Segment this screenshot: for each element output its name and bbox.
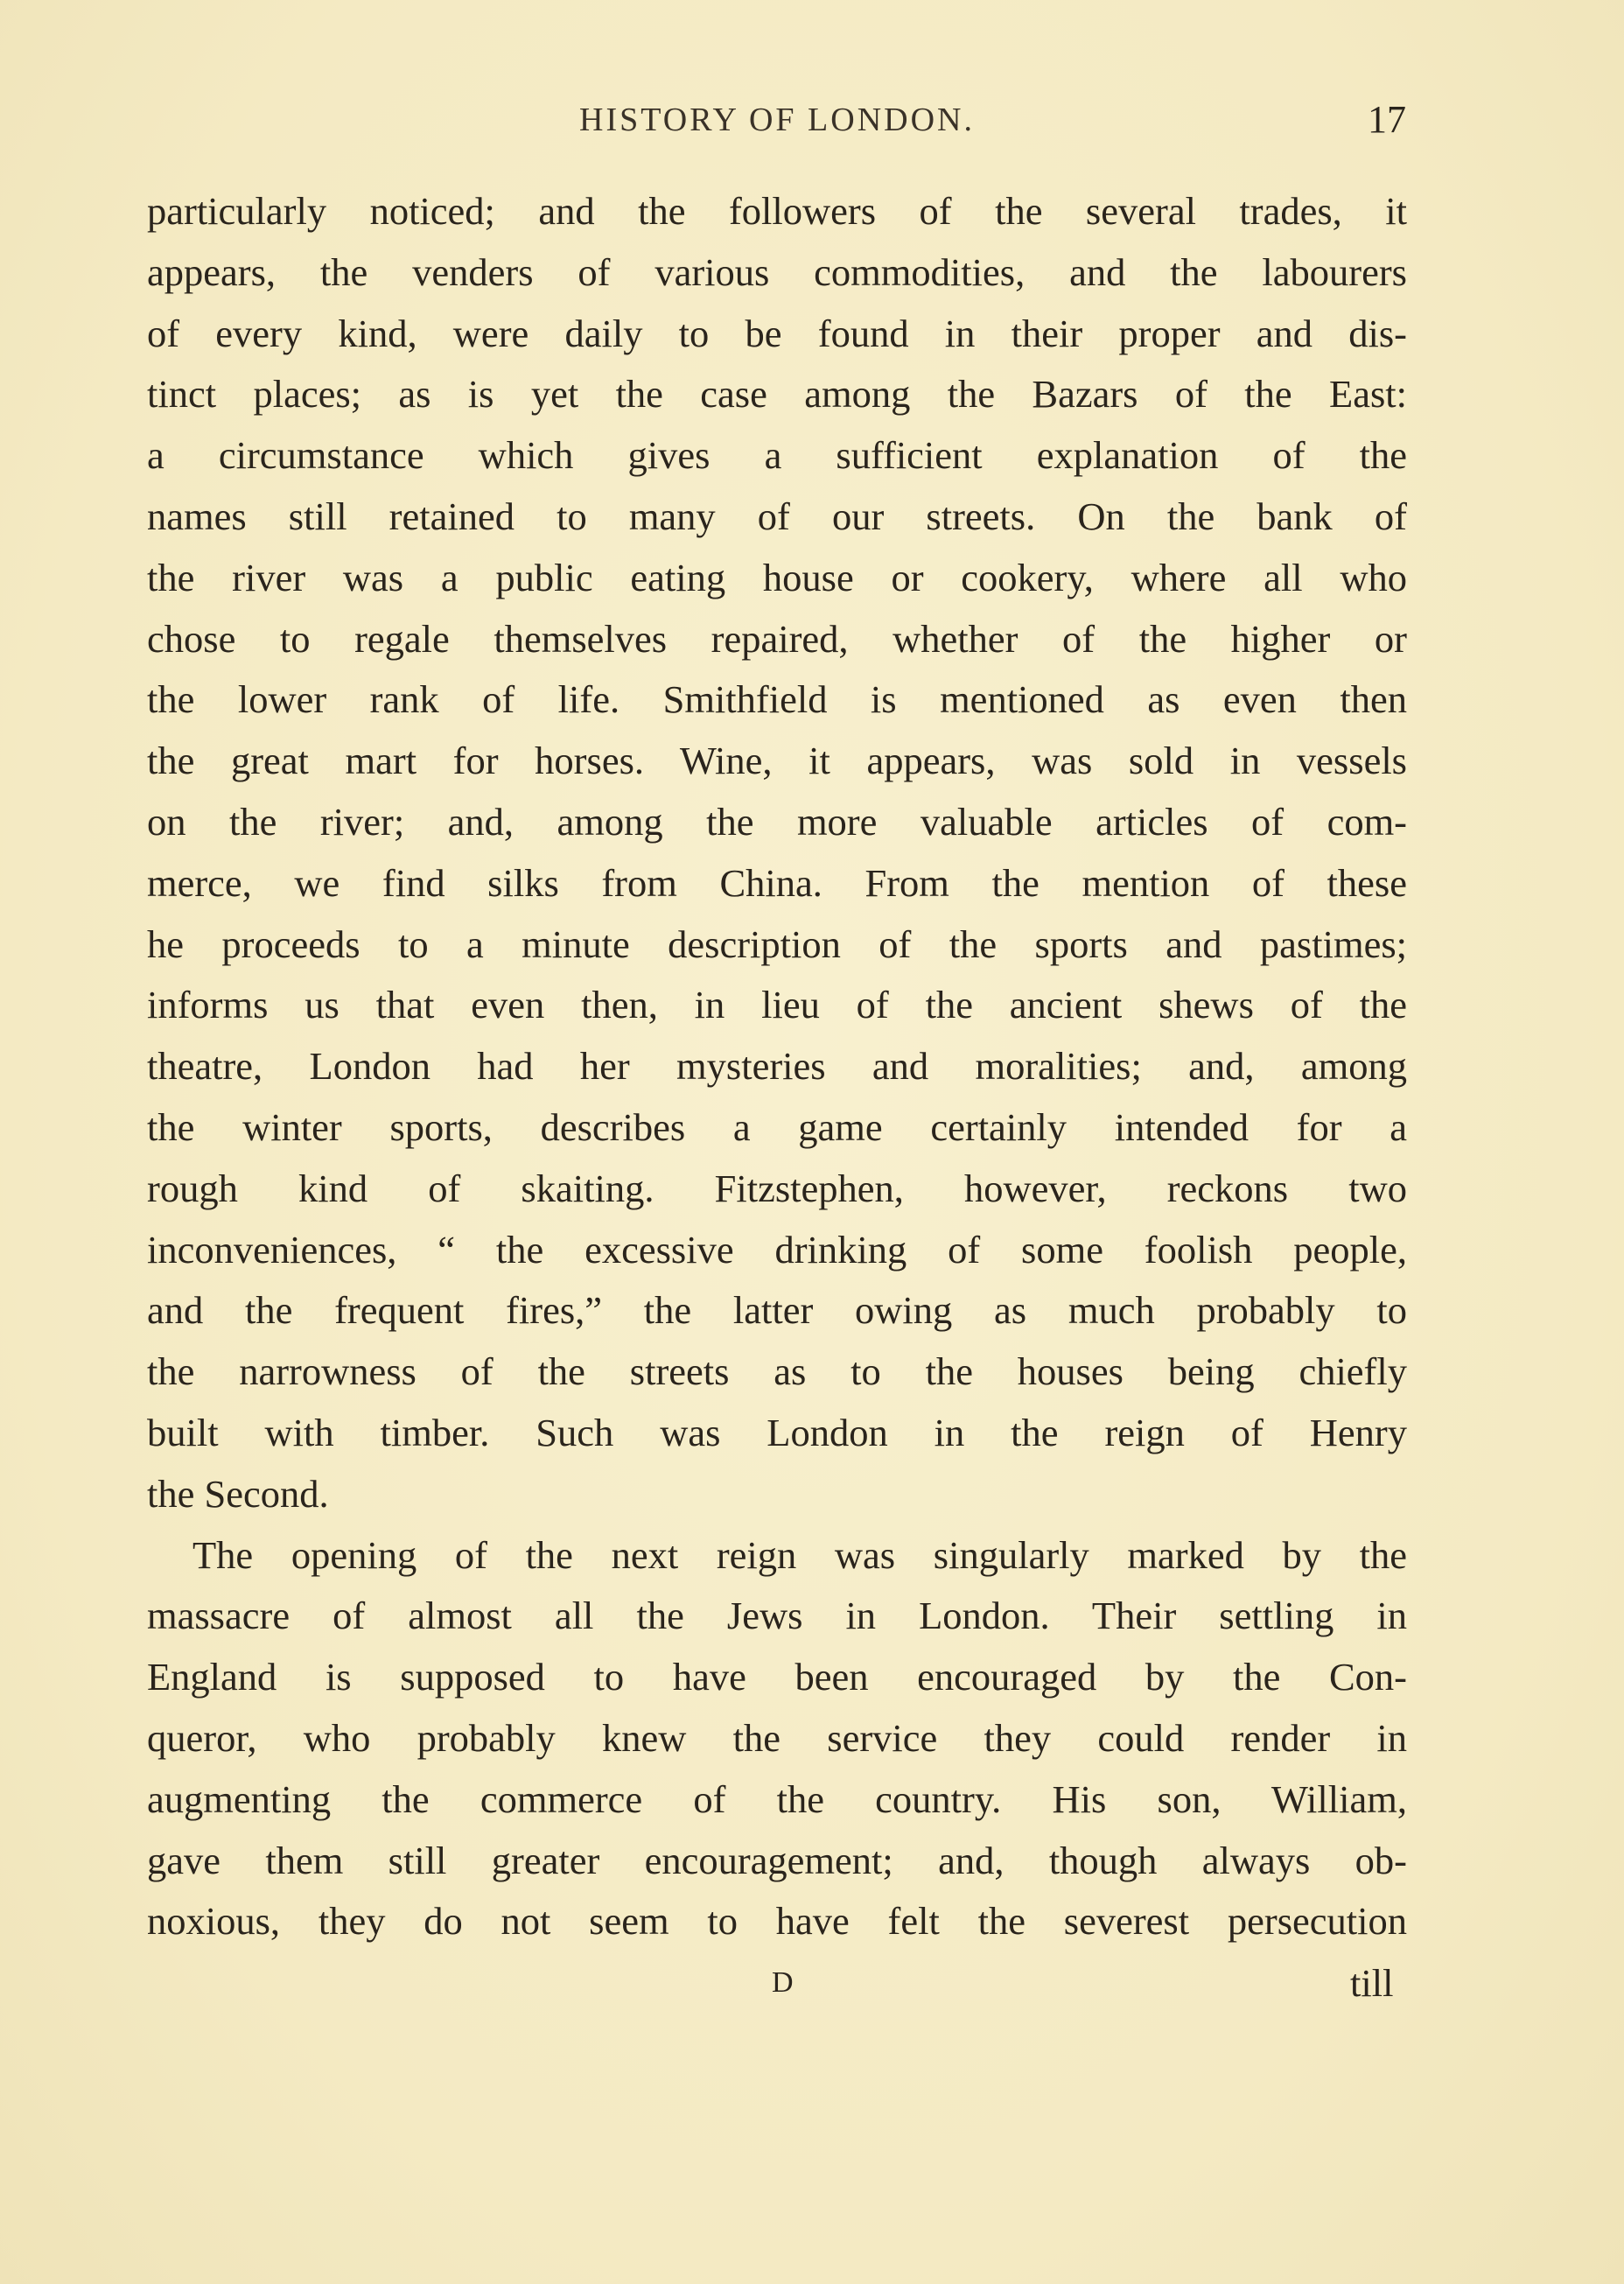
text-line: a circumstance which gives a sufficient explanation of the (147, 433, 1407, 478)
paragraph-last-line: the Second. (147, 1471, 329, 1516)
text-line: chose to regale themselves repaired, whether of the higher or (147, 616, 1407, 661)
text-line: the lower rank of life. Smithfield is mentioned as even then (147, 677, 1407, 722)
text-line: the river was a public eating house or cookery, where all who (147, 555, 1407, 599)
text-line: the winter sports, describes a game certainly intended for a (147, 1104, 1407, 1149)
text-line: names still retained to many of our streets. On the bank of (147, 494, 1407, 538)
text-line: gave them still greater encouragement; and, though always ob- (147, 1838, 1407, 1882)
running-head (0, 98, 1624, 142)
text-line: he proceeds to a minute description of the sports and pastimes; (147, 921, 1407, 966)
text-line: theatre, London had her mysteries and moralities; and, among (147, 1044, 1407, 1089)
text-line: on the river; and, among the more valuable articles of com- (147, 799, 1407, 844)
text-line: merce, we find silks from China. From the mention of these (147, 860, 1407, 905)
text-line: England is supposed to have been encouraged by the Con- (147, 1655, 1407, 1699)
text-line: the narrowness of the streets as to the houses being chiefly (147, 1349, 1407, 1394)
text-line: queror, who probably knew the service they could render in (147, 1715, 1407, 1760)
text-line: massacre of almost all the Jews in London. Their settling in (147, 1594, 1407, 1638)
text-line: and the frequent fires,” the latter owing as much probably to (147, 1288, 1407, 1333)
text-line: particularly noticed; and the followers of the several trades, it (147, 189, 1407, 233)
text-line: tinct places; as is yet the case among the Bazars of the East: (147, 372, 1407, 417)
text-line: the great mart for horses. Wine, it appears, was sold in vessels (147, 739, 1407, 783)
page-number: 17 (1368, 98, 1406, 141)
text-line: informs us that even then, in lieu of the ancient shews of the (147, 983, 1407, 1027)
catchword: till (1350, 1961, 1394, 2005)
text-line: noxious, they do not seem to have felt the severest persecution (147, 1899, 1407, 1944)
text-line: of every kind, were daily to be found in their proper and dis- (147, 311, 1407, 355)
text-line: inconveniences, “ the excessive drinking of some foolish people, (147, 1227, 1407, 1272)
paragraph-first-line: The opening of the next reign was singularly marked by the (192, 1532, 1407, 1577)
running-title: HISTORY OF LONDON. (579, 102, 975, 138)
page-footer (0, 1957, 1624, 2009)
text-line: built with timber. Such was London in the reign of Henry (147, 1410, 1407, 1454)
text-line: appears, the venders of various commodities, and the labourers (147, 249, 1407, 294)
text-line: rough kind of skaiting. Fitzstephen, however, reckons two (147, 1166, 1407, 1210)
signature-mark: D (772, 1966, 794, 1999)
text-line: augmenting the commerce of the country. His son, William, (147, 1776, 1407, 1821)
body-text (147, 181, 1407, 1952)
